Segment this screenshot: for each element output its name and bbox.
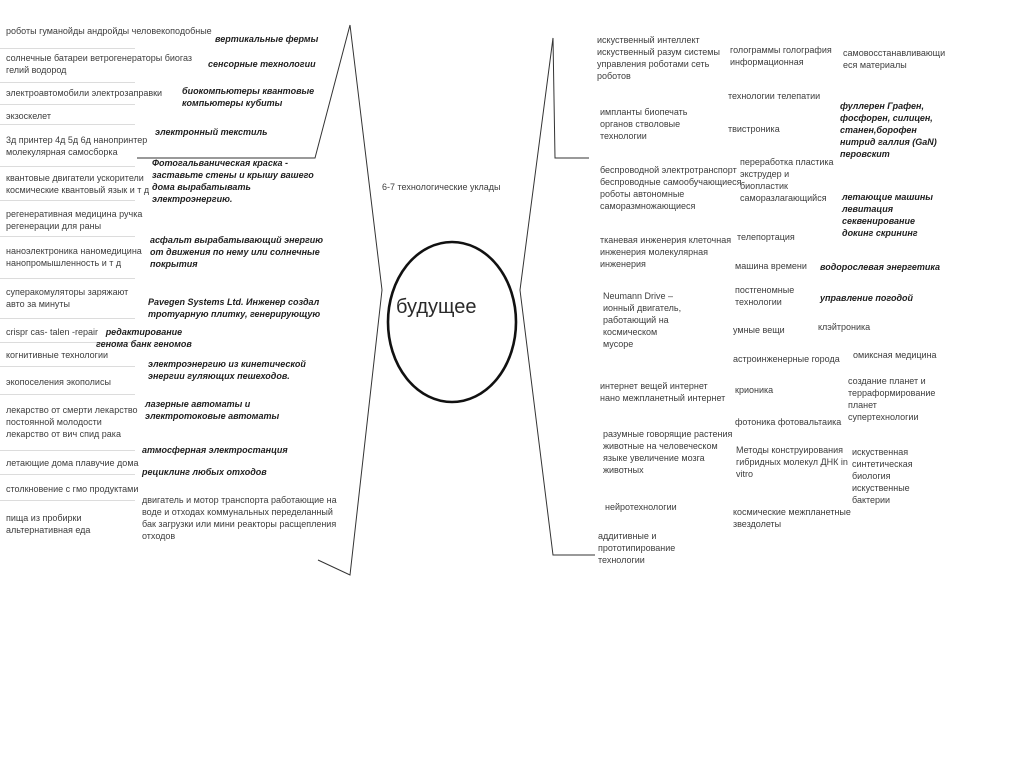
right-item: Методы конструирования гибридных молекул ДНК in vitro <box>736 445 848 479</box>
separator <box>0 500 135 501</box>
right-item: клэйтроника <box>818 322 871 332</box>
right-item: нейротехнологии <box>605 502 677 512</box>
left-bold-item: Pavegen Systems Ltd. Инженер создал тротуарную плитку, генерирующую <box>148 297 321 319</box>
separator <box>0 124 135 125</box>
left-bold-item: асфальт вырабатывающий энергию от движения по нему или солнечные покрытия <box>150 235 324 269</box>
right-item: искуственный интеллект искуственный разум системы управления роботами сеть роботов <box>597 35 720 81</box>
separator <box>0 200 135 201</box>
separator <box>0 48 135 49</box>
separator <box>0 366 135 367</box>
left-item: crispr cas- talen -repair <box>6 327 99 337</box>
separator <box>0 394 135 395</box>
left-bold-item: редактирование генома банк геномов <box>96 327 192 349</box>
right-item: тканевая инженерия клеточная инженерия молекулярная инженерия <box>600 235 732 269</box>
right-bold-item: управление погодой <box>820 293 913 303</box>
separator <box>0 474 135 475</box>
separator <box>0 82 135 83</box>
left-item: экзоскелет <box>6 111 51 121</box>
separator <box>0 318 135 319</box>
right-bracket-line <box>520 38 595 555</box>
left-item: экопоселения экополисы <box>6 377 111 387</box>
right-item: омиксная медицина <box>853 350 937 360</box>
right-item: крионика <box>735 385 774 395</box>
left-bold-item: лазерные автоматы и электротоковые автоматы <box>145 399 280 421</box>
left-bold-item: рециклинг любых отходов <box>142 467 267 477</box>
left-bold-item: электроэнергию из кинетической энергии гуляющих пешеходов. <box>148 359 306 381</box>
right-item: создание планет и терраформирование планет супертехнологии <box>848 376 936 422</box>
right-bold-item: фуллерен Графен, фосфорен, силицен, станен,борофен нитрид галлия (GaN) перовскит <box>840 101 937 159</box>
separator <box>0 450 135 451</box>
center-ellipse <box>388 242 516 402</box>
left-item: суперакомуляторы заряжают авто за минуты <box>6 287 129 309</box>
separator <box>0 236 135 237</box>
left-bold-item: электронный текстиль <box>155 127 268 137</box>
left-bold-item: сенсорные технологии <box>208 59 316 69</box>
right-item: голограммы голография информационная <box>730 45 832 67</box>
left-item: роботы гуманойды андройды человекоподобные <box>6 26 212 36</box>
right-item: переработка пластика экструдер и биопластик саморазлагающийся <box>740 157 834 203</box>
left-item: наноэлектроника наномедицина нанопромышленность и т д <box>6 246 142 268</box>
right-item: импланты биопечать органов стволовые технологии <box>600 107 688 141</box>
right-bold-item: водорослевая энергетика <box>820 262 941 272</box>
right-item: искуственная синтетическая биология искуственные бактерии <box>852 447 913 505</box>
left-item: столкновение с гмо продуктами <box>6 484 139 494</box>
right-item: постгеномные технологии <box>735 285 795 307</box>
center-label: будущее <box>396 296 477 318</box>
right-item: космические межпланетные звездолеты <box>733 507 851 529</box>
left-bold-item: атмосферная электростанция <box>142 445 288 455</box>
separator <box>0 104 135 105</box>
separator <box>0 278 135 279</box>
right-item: машина времени <box>735 261 807 271</box>
left-item: регенеративная медицина ручка регенерации для раны <box>6 209 143 231</box>
right-item: аддитивные и прототипирование технологии <box>598 531 676 565</box>
left-item: квантовые двигатели ускорители космические квантовый язык и т д <box>6 173 150 195</box>
left-item: пища из пробирки альтернативная еда <box>6 513 91 535</box>
right-item: твистроника <box>728 124 780 134</box>
caption: 6-7 технологические уклады <box>382 182 501 192</box>
right-item: технологии телепатии <box>728 91 821 101</box>
left-item: когнитивные технологии <box>6 350 109 360</box>
right-item: телепортация <box>737 232 795 242</box>
left-bold-item: Фотогальваническая краска - заставьте стены и крышу вашего дома вырабатывать электроэнергию. <box>152 158 314 204</box>
left-item: лекарство от смерти лекарство постоянной молодости лекарство от вич спид рака <box>6 405 138 439</box>
right-item: беспроводной электротранспорт беспроводные самообучающиеся роботы автономные саморазмножающиеся <box>600 165 742 211</box>
right-item: фотоника фотовальтаика <box>735 417 842 427</box>
right-item: самовосстанавливающи еся материалы <box>843 48 946 70</box>
left-item: электроавтомобили электрозаправки <box>6 88 163 98</box>
right-item: Neumann Drive – ионный двигатель, работающий на космическом мусоре <box>603 291 682 349</box>
right-bold-item: летающие машины левитация секвенирование докинг скрининг <box>842 192 933 238</box>
left-extra-item: двигатель и мотор транспорта работающие на воде и отходах коммунальных переделанный бак загрузки или мини реакторы расщепления отходов <box>142 495 337 541</box>
left-item: солнечные батареи ветрогенераторы биогаз гелий водород <box>6 53 192 75</box>
right-item: астроинженерные города <box>733 354 840 364</box>
left-item: 3д принтер 4д 5д 6д нанопринтер молекулярная самосборка <box>6 135 148 157</box>
left-bold-item: биокомпьютеры квантовые компьютеры кубиты <box>182 86 315 108</box>
right-item: разумные говорящие растения животные на человеческом языке увеличение мозга животных <box>603 429 733 475</box>
right-item: интернет вещей интернет нано межпланетный интернет <box>600 381 726 403</box>
separator <box>0 166 135 167</box>
right-item: умные вещи <box>733 325 785 335</box>
left-item: летающие дома плавучие дома <box>6 458 139 468</box>
left-bold-item: вертикальные фермы <box>215 34 319 44</box>
